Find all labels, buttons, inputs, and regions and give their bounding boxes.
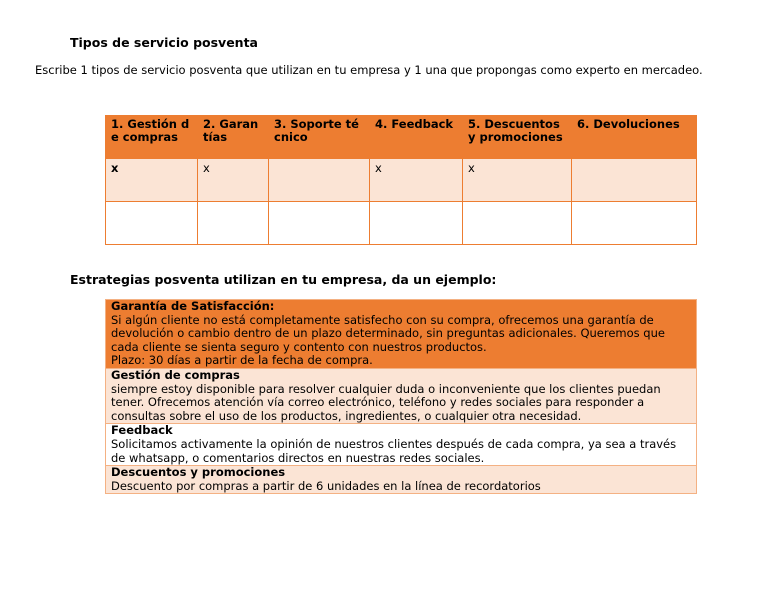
strategy-cell-feedback[interactable] [106, 424, 697, 466]
strategy-text: Solicitamos activamente la opinión de nuestros clientes después de cada compra, ya sea a través de whatsapp, o comentarios directos en nuestras redes sociales. [111, 436, 677, 465]
strategy-row [106, 300, 697, 369]
header-descuentos: 5. Descuentos y promociones [463, 116, 572, 159]
strategy-row [106, 466, 697, 494]
strategy-cell-gestion[interactable] [106, 368, 697, 423]
table-cell[interactable] [370, 202, 463, 245]
table-cell[interactable] [463, 202, 572, 245]
table-header-row [106, 116, 697, 159]
table-cell[interactable] [106, 202, 198, 245]
header-gestion-compras: 1. Gestión de compras [106, 116, 198, 159]
strategy-cell-descuentos[interactable] [106, 466, 697, 494]
strategy-title: Garantía de Satisfacción: [111, 299, 275, 313]
table-cell[interactable] [572, 159, 697, 202]
header-feedback: 4. Feedback [370, 116, 463, 159]
table-cell[interactable]: x [463, 159, 572, 202]
table-cell[interactable] [572, 202, 697, 245]
service-types-table [105, 115, 697, 245]
table-cell[interactable] [198, 202, 269, 245]
strategy-row [106, 424, 697, 466]
strategy-text: Si algún cliente no está completamente satisfecho con su compra, ofrecemos una garantía de devolución o cambio dentro de un plazo determinado, sin preguntas adicionales. Queremos que cada cliente se sienta seguro y contento con nuestros productos. [111, 312, 665, 354]
table-cell[interactable]: x [106, 159, 198, 202]
table-cell[interactable]: x [198, 159, 269, 202]
table-cell[interactable] [269, 202, 370, 245]
table-cell[interactable] [269, 159, 370, 202]
strategy-text: siempre estoy disponible para resolver cualquier duda o inconveniente que los clientes puedan tener. Ofrecemos atención vía correo electrónico, teléfono y redes sociales para responder a consultas sobre el uso de los productos, ingredientes, o cualquier otra necesidad. [111, 381, 661, 423]
strategy-row [106, 368, 697, 423]
header-soporte-tecnico: 3. Soporte técnico [269, 116, 370, 159]
header-devoluciones: 6. Devoluciones [572, 116, 697, 159]
strategy-title: Descuentos y promociones [111, 465, 286, 480]
strategy-text: Plazo: 30 días a partir de la fecha de compra. [111, 353, 373, 368]
strategy-text: Descuento por compras a partir de 6 unidades en la línea de recordatorios [111, 478, 541, 493]
table-row [106, 202, 697, 245]
header-garantias: 2. Garantías [198, 116, 269, 159]
table-cell[interactable]: x [370, 159, 463, 202]
table-row [106, 159, 697, 202]
page-heading: Tipos de servicio posventa [70, 35, 258, 50]
instruction-text: Escribe 1 tipos de servicio posventa que utilizan en tu empresa y 1 una que propongas como experto en mercadeo. [35, 63, 703, 77]
strategy-title: Gestión de compras [111, 367, 240, 382]
strategy-cell-garantia[interactable] [106, 300, 697, 369]
strategies-heading: Estrategias posventa utilizan en tu empresa, da un ejemplo: [70, 272, 497, 287]
strategies-table [105, 299, 697, 494]
strategy-title: Feedback [111, 423, 173, 438]
